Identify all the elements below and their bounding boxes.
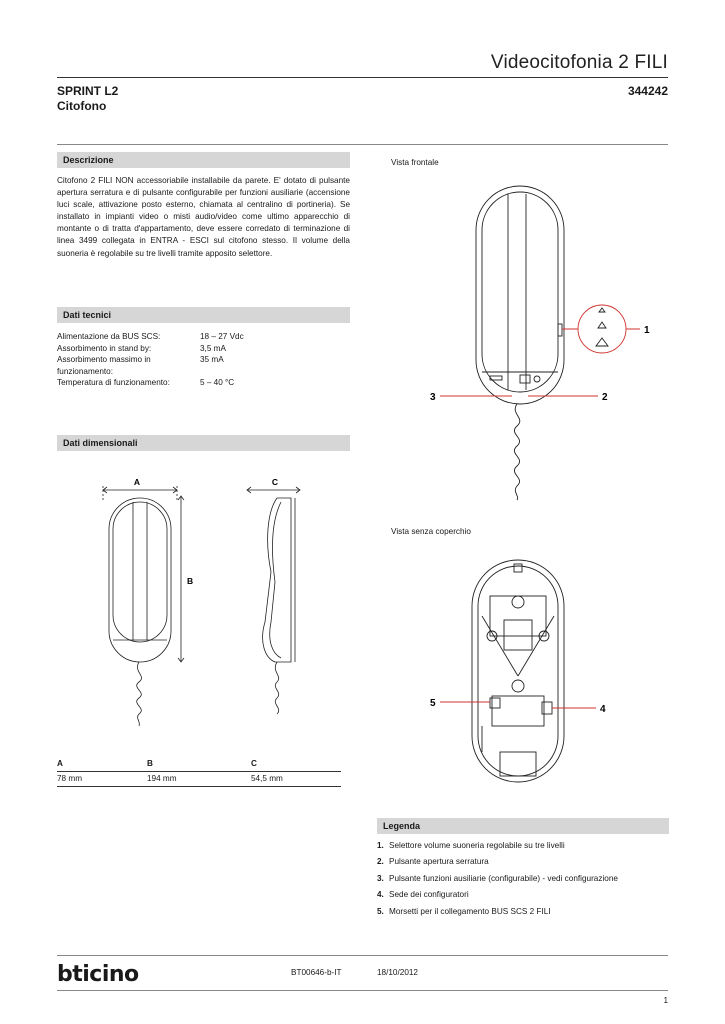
doc-code: BT00646-b-IT — [291, 968, 342, 977]
tech-label: Assorbimento in stand by: — [57, 343, 152, 353]
legend-item-number: 5. — [377, 906, 384, 916]
tech-row — [57, 377, 244, 389]
legend-item-text: Selettore volume suoneria regolabile su tre livelli — [389, 841, 565, 850]
table-header-b: B — [147, 759, 153, 768]
tech-value: 5 – 40 °C — [200, 378, 235, 388]
legend-item — [377, 887, 618, 903]
open-callout-5: 5 — [430, 698, 436, 709]
legend-heading: Legenda — [377, 818, 669, 834]
tech-value: 18 – 27 Vdc — [200, 332, 244, 341]
legend-item-text: Pulsante funzioni ausiliarie (configurabile) - vedi configurazione — [389, 873, 618, 883]
tech-value: 35 mA — [200, 355, 224, 365]
table-cell-a: 78 mm — [57, 774, 83, 783]
section-rule — [57, 144, 668, 145]
brand-logo: bticino — [57, 962, 139, 987]
product-name-line2: Citofono — [57, 99, 107, 113]
description-text: Citofono 2 FILI NON accessoriabile installabile da parete. E' dotato di pulsante apertura serratura e di pulsante configurabile per funzioni ausiliarie (accensione luci scale, attivazione posto esterno, chiamata al centralino di portineria). Se installato in impianti video o misti audio/video come ultimo apparecchio di montante o di tratta d'appartamento, deve essere corredato di terminazione di linea 3499 collegata in ENTRA - ESCI sul citofono stesso. Il volume della suoneria è regolabile su tre livelli tramite apposito selettore. — [57, 176, 350, 258]
product-code: 344242 — [627, 84, 668, 98]
front-view-drawing — [420, 176, 660, 506]
table-cell-b: 194 mm — [147, 774, 177, 783]
legend-item-text: Sede dei configuratori — [389, 890, 469, 900]
dimensions-heading: Dati dimensionali — [57, 435, 350, 451]
legend-item-number: 3. — [377, 873, 384, 883]
dim-label-a: A — [133, 477, 141, 487]
product-name-line1: SPRINT L2 — [57, 84, 119, 98]
front-callout-3: 3 — [430, 392, 436, 403]
tech-row — [57, 343, 244, 355]
legend-item — [377, 904, 618, 920]
table-row — [57, 772, 341, 787]
technical-heading: Dati tecnici — [57, 307, 350, 323]
legend-item-text: Morsetti per il collegamento BUS SCS 2 FILI — [389, 906, 551, 916]
tech-row — [57, 354, 244, 377]
tech-value: 3,5 mA — [200, 343, 226, 353]
dim-label-c: C — [271, 477, 279, 487]
table-cell-c: 54,5 mm — [251, 774, 283, 783]
table-header-c: C — [251, 759, 257, 768]
tech-row — [57, 331, 244, 343]
front-callout-2: 2 — [602, 392, 608, 403]
open-view-drawing — [420, 556, 620, 788]
header-rule — [57, 77, 668, 78]
legend-item — [377, 854, 618, 870]
legend-list — [377, 838, 618, 920]
product-name — [57, 84, 118, 114]
open-callout-4: 4 — [600, 704, 606, 715]
footer-rule — [57, 955, 668, 956]
doc-date: 18/10/2012 — [377, 968, 418, 977]
dim-label-b: B — [187, 576, 194, 586]
front-callout-1: 1 — [644, 325, 650, 336]
technical-data-list — [57, 331, 244, 389]
tech-label: Assorbimento massimo in funzionamento: — [57, 355, 151, 376]
legend-item — [377, 871, 618, 887]
footer-bottom-rule — [57, 990, 668, 991]
table-header-row — [57, 757, 341, 772]
legend-item — [377, 838, 618, 854]
tech-label: Temperatura di funzionamento: — [57, 378, 170, 388]
table-header-a: A — [57, 759, 63, 768]
front-view-caption: Vista frontale — [391, 158, 439, 167]
dimensions-table — [57, 757, 341, 787]
dimension-drawing — [95, 472, 325, 732]
description-heading: Descrizione — [57, 152, 350, 168]
legend-item-number: 1. — [377, 841, 384, 850]
tech-label: Alimentazione da BUS SCS: — [57, 332, 161, 341]
page-number: 1 — [663, 996, 668, 1005]
legend-item-number: 2. — [377, 857, 384, 867]
legend-item-number: 4. — [377, 890, 384, 900]
legend-item-text: Pulsante apertura serratura — [389, 857, 489, 867]
document-category-title: Videocitofonia 2 FILI — [490, 52, 668, 73]
open-view-caption: Vista senza coperchio — [391, 527, 471, 536]
